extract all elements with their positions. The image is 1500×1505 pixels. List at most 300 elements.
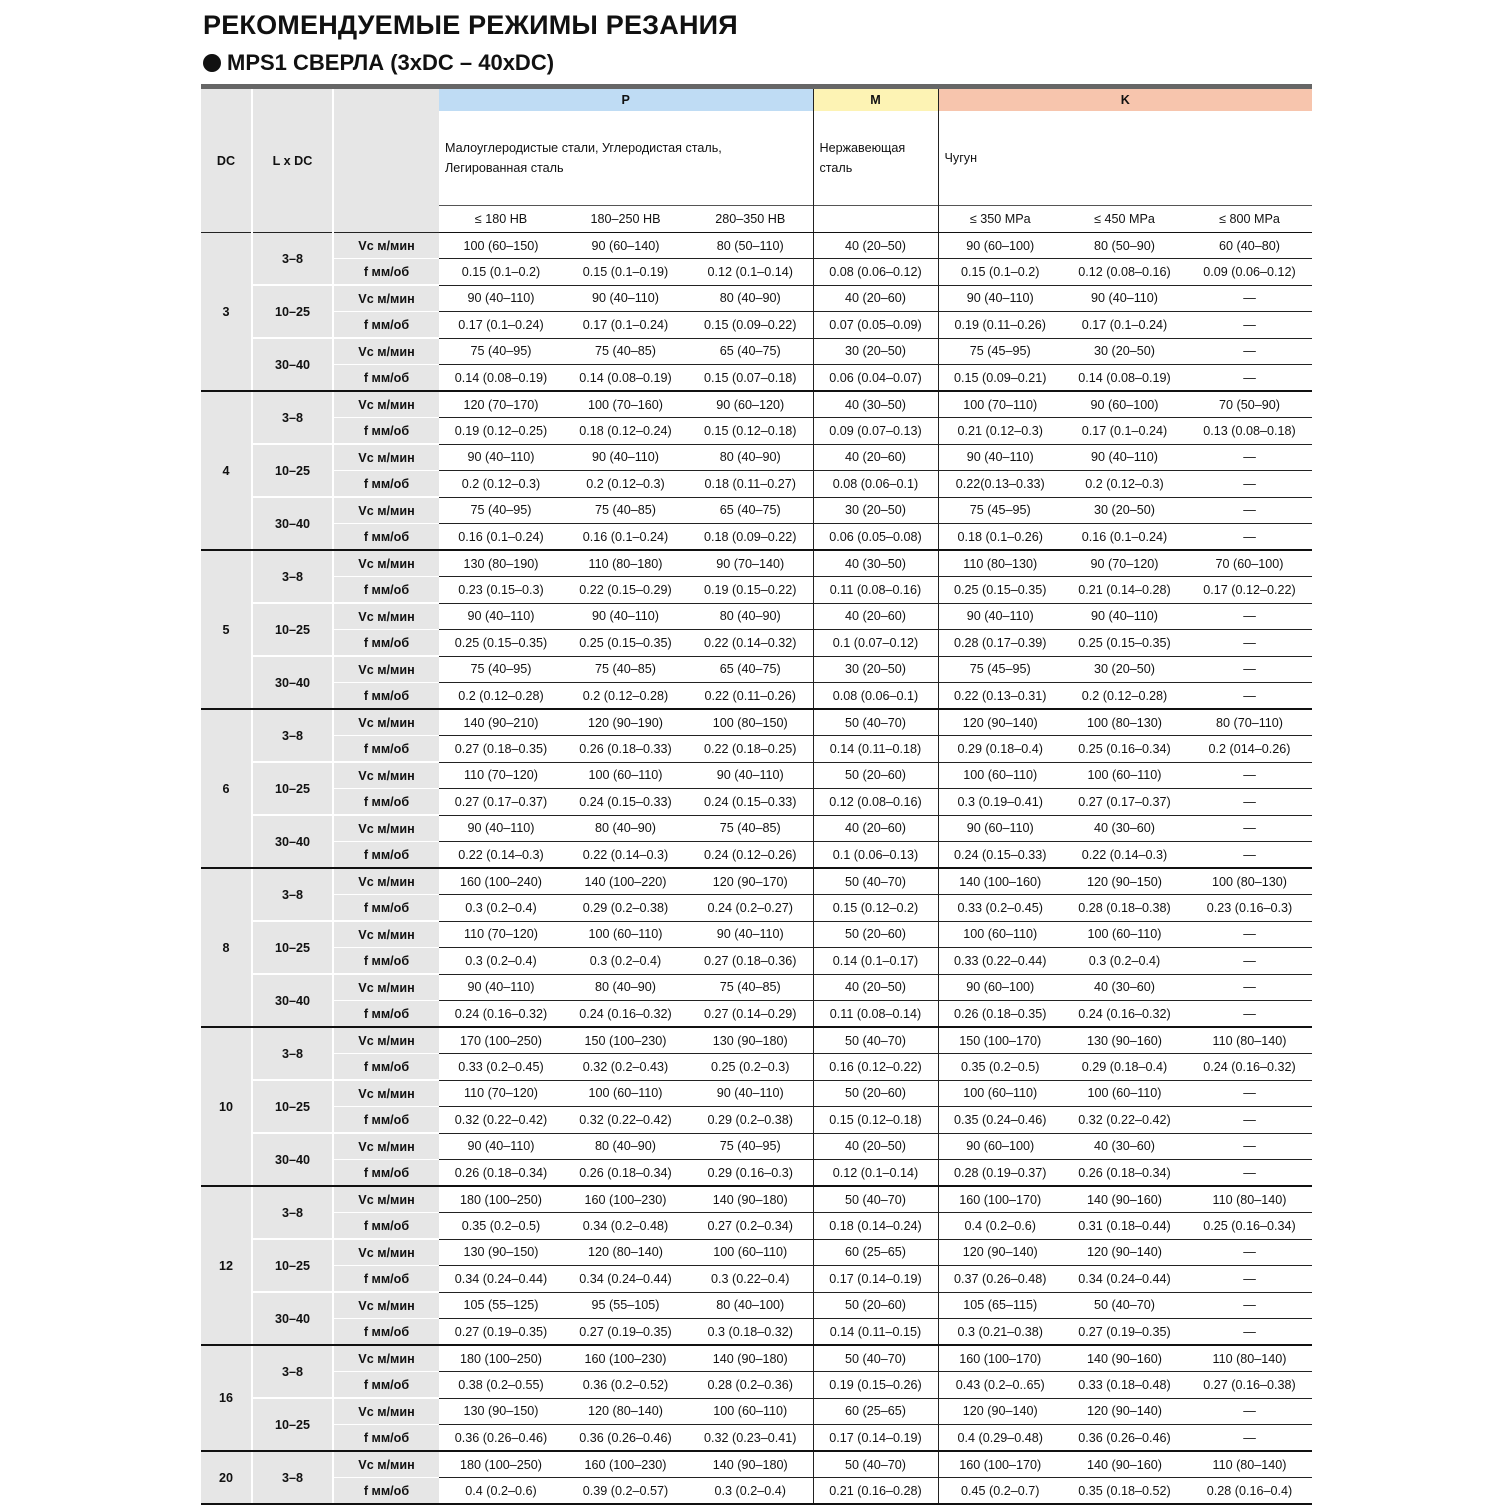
table-row <box>201 577 1312 604</box>
value-cell: 75 (45–95) <box>938 497 1062 524</box>
param-f-label: f мм/об <box>333 1372 439 1399</box>
param-vc-label: Vc м/мин <box>333 921 439 948</box>
value-cell: 100 (60–150) <box>439 233 563 259</box>
param-f-label: f мм/об <box>333 418 439 445</box>
value-cell: 0.3 (0.22–0.4) <box>688 1266 813 1293</box>
value-cell: 0.18 (0.11–0.27) <box>688 471 813 498</box>
hardness-p1: ≤ 180 HB <box>439 206 563 233</box>
value-cell: 90 (60–100) <box>938 233 1062 259</box>
value-cell: 50 (40–70) <box>813 1027 938 1054</box>
param-vc-label: Vc м/мин <box>333 709 439 736</box>
hardness-k3: ≤ 800 MPa <box>1187 206 1312 233</box>
lxdc-cell: 30–40 <box>252 1133 333 1186</box>
value-cell: 160 (100–170) <box>938 1186 1062 1213</box>
value-cell: — <box>1187 1133 1312 1160</box>
value-cell: 100 (80–150) <box>688 709 813 736</box>
value-cell: 50 (40–70) <box>813 1451 938 1478</box>
value-cell: 0.18 (0.12–0.24) <box>563 418 688 445</box>
lxdc-cell: 3–8 <box>252 709 333 762</box>
value-cell: — <box>1187 1107 1312 1134</box>
value-cell: 75 (40–85) <box>563 497 688 524</box>
value-cell: 75 (40–95) <box>439 338 563 365</box>
value-cell: — <box>1187 524 1312 551</box>
value-cell: 105 (65–115) <box>938 1292 1062 1319</box>
value-cell: 95 (55–105) <box>563 1292 688 1319</box>
value-cell: 90 (40–110) <box>938 603 1062 630</box>
value-cell: 80 (40–90) <box>688 603 813 630</box>
value-cell: 90 (60–100) <box>938 1133 1062 1160</box>
lxdc-cell: 10–25 <box>252 285 333 338</box>
table-row <box>201 762 1312 789</box>
value-cell: 0.31 (0.18–0.44) <box>1062 1213 1187 1240</box>
value-cell: 140 (90–180) <box>688 1345 813 1372</box>
value-cell: 0.28 (0.16–0.4) <box>1187 1478 1312 1505</box>
value-cell: 40 (30–60) <box>1062 815 1187 842</box>
value-cell: 90 (40–110) <box>439 815 563 842</box>
value-cell: 0.28 (0.17–0.39) <box>938 630 1062 657</box>
value-cell: 0.14 (0.11–0.18) <box>813 736 938 763</box>
value-cell: 0.12 (0.1–0.14) <box>688 259 813 286</box>
param-vc-label: Vc м/мин <box>333 868 439 895</box>
value-cell: 0.22 (0.14–0.3) <box>439 842 563 869</box>
value-cell: 0.36 (0.2–0.52) <box>563 1372 688 1399</box>
value-cell: 100 (60–110) <box>938 762 1062 789</box>
value-cell: 80 (50–90) <box>1062 233 1187 259</box>
table-body <box>201 233 1312 1505</box>
table-row <box>201 497 1312 524</box>
value-cell: — <box>1187 1292 1312 1319</box>
value-cell: 30 (20–50) <box>813 497 938 524</box>
lxdc-cell: 30–40 <box>252 497 333 550</box>
value-cell: 0.3 (0.18–0.32) <box>688 1319 813 1346</box>
table-row <box>201 736 1312 763</box>
value-cell: 0.32 (0.23–0.41) <box>688 1425 813 1452</box>
value-cell: — <box>1187 842 1312 869</box>
value-cell: 0.16 (0.1–0.24) <box>439 524 563 551</box>
value-cell: 180 (100–250) <box>439 1345 563 1372</box>
value-cell: 0.34 (0.24–0.44) <box>439 1266 563 1293</box>
value-cell: 75 (40–95) <box>439 497 563 524</box>
material-k: Чугун <box>938 111 1312 206</box>
value-cell: 0.08 (0.06–0.12) <box>813 259 938 286</box>
value-cell: 0.13 (0.08–0.18) <box>1187 418 1312 445</box>
param-vc-label: Vc м/мин <box>333 1186 439 1213</box>
table-row <box>201 1027 1312 1054</box>
value-cell: 110 (70–120) <box>439 762 563 789</box>
value-cell: 50 (40–70) <box>813 709 938 736</box>
param-vc-label: Vc м/мин <box>333 1398 439 1425</box>
material-m: Нержавеющая сталь <box>813 111 938 206</box>
table-row <box>201 1080 1312 1107</box>
value-cell: 0.24 (0.16–0.32) <box>439 1001 563 1028</box>
value-cell: 50 (40–70) <box>813 1345 938 1372</box>
value-cell: 90 (40–110) <box>439 603 563 630</box>
value-cell: 100 (60–110) <box>688 1398 813 1425</box>
value-cell: 0.16 (0.1–0.24) <box>563 524 688 551</box>
param-f-label: f мм/об <box>333 365 439 392</box>
value-cell: 0.27 (0.18–0.35) <box>439 736 563 763</box>
param-f-label: f мм/об <box>333 683 439 710</box>
value-cell: 140 (90–180) <box>688 1451 813 1478</box>
value-cell: 80 (40–90) <box>563 815 688 842</box>
value-cell: 0.15 (0.12–0.18) <box>688 418 813 445</box>
table-row <box>201 868 1312 895</box>
value-cell: 60 (40–80) <box>1187 233 1312 259</box>
value-cell: 90 (40–110) <box>1062 285 1187 312</box>
table-row <box>201 233 1312 259</box>
value-cell: — <box>1187 603 1312 630</box>
table-row <box>201 921 1312 948</box>
value-cell: 0.24 (0.12–0.26) <box>688 842 813 869</box>
value-cell: 0.37 (0.26–0.48) <box>938 1266 1062 1293</box>
table-row <box>201 895 1312 922</box>
value-cell: 50 (20–60) <box>813 762 938 789</box>
value-cell: 0.14 (0.11–0.15) <box>813 1319 938 1346</box>
value-cell: 0.32 (0.22–0.42) <box>439 1107 563 1134</box>
group-p-band: P <box>439 89 813 111</box>
value-cell: 0.33 (0.22–0.44) <box>938 948 1062 975</box>
value-cell: 100 (60–110) <box>1062 1080 1187 1107</box>
value-cell: 120 (90–140) <box>938 709 1062 736</box>
value-cell: 100 (60–110) <box>563 762 688 789</box>
value-cell: — <box>1187 312 1312 339</box>
page-subtitle <box>203 50 554 76</box>
value-cell: 0.06 (0.04–0.07) <box>813 365 938 392</box>
value-cell: 30 (20–50) <box>813 656 938 683</box>
value-cell: 0.4 (0.29–0.48) <box>938 1425 1062 1452</box>
value-cell: 150 (100–230) <box>563 1027 688 1054</box>
param-f-label: f мм/об <box>333 1160 439 1187</box>
value-cell: — <box>1187 1080 1312 1107</box>
param-vc-label: Vc м/мин <box>333 1345 439 1372</box>
value-cell: 65 (40–75) <box>688 656 813 683</box>
value-cell: 0.33 (0.18–0.48) <box>1062 1372 1187 1399</box>
value-cell: 0.3 (0.2–0.4) <box>439 948 563 975</box>
value-cell: 140 (90–160) <box>1062 1345 1187 1372</box>
value-cell: 0.29 (0.16–0.3) <box>688 1160 813 1187</box>
value-cell: 75 (40–85) <box>563 656 688 683</box>
value-cell: 0.23 (0.16–0.3) <box>1187 895 1312 922</box>
value-cell: 0.17 (0.12–0.22) <box>1187 577 1312 604</box>
group-m-band: M <box>813 89 938 111</box>
param-vc-label: Vc м/мин <box>333 338 439 365</box>
value-cell: 0.12 (0.08–0.16) <box>1062 259 1187 286</box>
table-row <box>201 365 1312 392</box>
dc-cell: 12 <box>201 1186 252 1345</box>
param-vc-label: Vc м/мин <box>333 1451 439 1478</box>
hardness-p2: 180–250 HB <box>563 206 688 233</box>
value-cell: 0.2 (0.12–0.28) <box>1062 683 1187 710</box>
value-cell: 90 (60–100) <box>1062 391 1187 418</box>
value-cell: 0.08 (0.06–0.1) <box>813 683 938 710</box>
param-f-label: f мм/об <box>333 1213 439 1240</box>
value-cell: 0.33 (0.2–0.45) <box>938 895 1062 922</box>
header-dc: DC <box>201 89 252 233</box>
value-cell: 0.34 (0.24–0.44) <box>563 1266 688 1293</box>
param-f-label: f мм/об <box>333 312 439 339</box>
value-cell: — <box>1187 683 1312 710</box>
cutting-data-table <box>201 89 1312 1505</box>
value-cell: — <box>1187 656 1312 683</box>
subtitle-text: MPS1 СВЕРЛА (3xDC – 40xDC) <box>227 50 555 75</box>
value-cell: 0.26 (0.18–0.34) <box>563 1160 688 1187</box>
value-cell: 70 (50–90) <box>1187 391 1312 418</box>
table-row <box>201 259 1312 286</box>
table-row <box>201 1345 1312 1372</box>
value-cell: 0.14 (0.08–0.19) <box>1062 365 1187 392</box>
table-row <box>201 1398 1312 1425</box>
param-f-label: f мм/об <box>333 842 439 869</box>
dc-cell: 5 <box>201 550 252 709</box>
value-cell: 90 (40–110) <box>1062 444 1187 471</box>
lxdc-cell: 3–8 <box>252 868 333 921</box>
value-cell: 0.21 (0.12–0.3) <box>938 418 1062 445</box>
value-cell: 0.15 (0.1–0.19) <box>563 259 688 286</box>
param-vc-label: Vc м/мин <box>333 974 439 1001</box>
table-row <box>201 524 1312 551</box>
value-cell: 0.22 (0.15–0.29) <box>563 577 688 604</box>
value-cell: 130 (80–190) <box>439 550 563 577</box>
param-f-label: f мм/об <box>333 524 439 551</box>
hardness-m <box>813 206 938 233</box>
value-cell: 0.2 (0.12–0.3) <box>1062 471 1187 498</box>
value-cell: — <box>1187 630 1312 657</box>
value-cell: 0.1 (0.07–0.12) <box>813 630 938 657</box>
value-cell: 0.27 (0.19–0.35) <box>439 1319 563 1346</box>
value-cell: 0.3 (0.21–0.38) <box>938 1319 1062 1346</box>
dc-cell: 10 <box>201 1027 252 1186</box>
table-row <box>201 1186 1312 1213</box>
value-cell: 0.27 (0.17–0.37) <box>439 789 563 816</box>
lxdc-cell: 30–40 <box>252 815 333 868</box>
value-cell: 0.27 (0.16–0.38) <box>1187 1372 1312 1399</box>
value-cell: 0.17 (0.1–0.24) <box>439 312 563 339</box>
table-row <box>201 948 1312 975</box>
value-cell: 0.15 (0.12–0.18) <box>813 1107 938 1134</box>
value-cell: 170 (100–250) <box>439 1027 563 1054</box>
dc-cell: 8 <box>201 868 252 1027</box>
value-cell: 0.3 (0.19–0.41) <box>938 789 1062 816</box>
table-row <box>201 312 1312 339</box>
value-cell: 75 (40–95) <box>688 1133 813 1160</box>
value-cell: 90 (70–120) <box>1062 550 1187 577</box>
table-row <box>201 815 1312 842</box>
value-cell: 0.36 (0.26–0.46) <box>1062 1425 1187 1452</box>
value-cell: 100 (80–130) <box>1187 868 1312 895</box>
header-param <box>333 89 439 233</box>
table-row <box>201 444 1312 471</box>
param-f-label: f мм/об <box>333 259 439 286</box>
value-cell: 100 (60–110) <box>938 1080 1062 1107</box>
param-f-label: f мм/об <box>333 789 439 816</box>
value-cell: — <box>1187 444 1312 471</box>
value-cell: — <box>1187 789 1312 816</box>
value-cell: 0.15 (0.1–0.2) <box>938 259 1062 286</box>
lxdc-cell: 3–8 <box>252 1186 333 1239</box>
lxdc-cell: 10–25 <box>252 921 333 974</box>
value-cell: 110 (80–140) <box>1187 1027 1312 1054</box>
value-cell: 75 (45–95) <box>938 656 1062 683</box>
value-cell: 90 (60–100) <box>938 974 1062 1001</box>
value-cell: 0.22 (0.14–0.3) <box>1062 842 1187 869</box>
value-cell: 0.36 (0.26–0.46) <box>563 1425 688 1452</box>
value-cell: 0.14 (0.08–0.19) <box>439 365 563 392</box>
value-cell: 0.17 (0.14–0.19) <box>813 1266 938 1293</box>
value-cell: 90 (40–110) <box>439 285 563 312</box>
value-cell: 90 (60–140) <box>563 233 688 259</box>
value-cell: 0.19 (0.15–0.26) <box>813 1372 938 1399</box>
table-row <box>201 1160 1312 1187</box>
value-cell: 0.26 (0.18–0.35) <box>938 1001 1062 1028</box>
value-cell: 0.27 (0.2–0.34) <box>688 1213 813 1240</box>
value-cell: 160 (100–170) <box>938 1451 1062 1478</box>
value-cell: 75 (40–85) <box>563 338 688 365</box>
value-cell: 70 (60–100) <box>1187 550 1312 577</box>
param-vc-label: Vc м/мин <box>333 656 439 683</box>
value-cell: 0.18 (0.14–0.24) <box>813 1213 938 1240</box>
value-cell: 140 (90–180) <box>688 1186 813 1213</box>
value-cell: 140 (100–220) <box>563 868 688 895</box>
value-cell: 120 (90–150) <box>1062 868 1187 895</box>
value-cell: 100 (60–110) <box>563 1080 688 1107</box>
value-cell: 75 (40–95) <box>439 656 563 683</box>
value-cell: 0.11 (0.08–0.16) <box>813 577 938 604</box>
value-cell: 180 (100–250) <box>439 1451 563 1478</box>
value-cell: 0.07 (0.05–0.09) <box>813 312 938 339</box>
value-cell: 40 (30–60) <box>1062 974 1187 1001</box>
value-cell: 90 (40–110) <box>688 762 813 789</box>
value-cell: 0.09 (0.06–0.12) <box>1187 259 1312 286</box>
value-cell: 75 (45–95) <box>938 338 1062 365</box>
value-cell: 40 (20–60) <box>813 603 938 630</box>
param-vc-label: Vc м/мин <box>333 1027 439 1054</box>
value-cell: 0.32 (0.2–0.43) <box>563 1054 688 1081</box>
value-cell: — <box>1187 1266 1312 1293</box>
value-cell: 0.32 (0.22–0.42) <box>1062 1107 1187 1134</box>
lxdc-cell: 10–25 <box>252 603 333 656</box>
value-cell: 90 (40–110) <box>563 444 688 471</box>
param-vc-label: Vc м/мин <box>333 285 439 312</box>
value-cell: 160 (100–170) <box>938 1345 1062 1372</box>
value-cell: 30 (20–50) <box>1062 497 1187 524</box>
value-cell: 120 (70–170) <box>439 391 563 418</box>
table-row <box>201 1133 1312 1160</box>
value-cell: 140 (90–160) <box>1062 1186 1187 1213</box>
hardness-p3: 280–350 HB <box>688 206 813 233</box>
dc-cell: 16 <box>201 1345 252 1451</box>
value-cell: 50 (20–60) <box>813 1292 938 1319</box>
value-cell: 80 (40–90) <box>688 285 813 312</box>
value-cell: 0.29 (0.18–0.4) <box>938 736 1062 763</box>
value-cell: 0.1 (0.06–0.13) <box>813 842 938 869</box>
value-cell: 100 (60–110) <box>938 921 1062 948</box>
value-cell: 50 (20–60) <box>813 921 938 948</box>
value-cell: 90 (70–140) <box>688 550 813 577</box>
value-cell: — <box>1187 815 1312 842</box>
value-cell: 0.35 (0.18–0.52) <box>1062 1478 1187 1505</box>
value-cell: 75 (40–85) <box>688 815 813 842</box>
value-cell: — <box>1187 1160 1312 1187</box>
table-row <box>201 1319 1312 1346</box>
value-cell: 50 (40–70) <box>813 1186 938 1213</box>
param-vc-label: Vc м/мин <box>333 815 439 842</box>
value-cell: 65 (40–75) <box>688 497 813 524</box>
table-row <box>201 656 1312 683</box>
value-cell: 40 (30–50) <box>813 391 938 418</box>
value-cell: 0.34 (0.2–0.48) <box>563 1213 688 1240</box>
value-cell: 0.4 (0.2–0.6) <box>938 1213 1062 1240</box>
value-cell: 0.25 (0.16–0.34) <box>1187 1213 1312 1240</box>
table-row <box>201 1266 1312 1293</box>
value-cell: 0.27 (0.14–0.29) <box>688 1001 813 1028</box>
value-cell: 130 (90–150) <box>439 1398 563 1425</box>
value-cell: 0.22 (0.14–0.3) <box>563 842 688 869</box>
dc-cell: 4 <box>201 391 252 550</box>
value-cell: 0.27 (0.18–0.36) <box>688 948 813 975</box>
value-cell: 0.25 (0.16–0.34) <box>1062 736 1187 763</box>
value-cell: 80 (40–90) <box>688 444 813 471</box>
param-f-label: f мм/об <box>333 1054 439 1081</box>
value-cell: 0.27 (0.19–0.35) <box>1062 1319 1187 1346</box>
value-cell: 0.15 (0.1–0.2) <box>439 259 563 286</box>
param-vc-label: Vc м/мин <box>333 233 439 259</box>
lxdc-cell: 30–40 <box>252 656 333 709</box>
param-f-label: f мм/об <box>333 1001 439 1028</box>
value-cell: 40 (20–60) <box>813 285 938 312</box>
value-cell: 0.22(0.13–0.33) <box>938 471 1062 498</box>
table-row <box>201 391 1312 418</box>
dc-cell: 6 <box>201 709 252 868</box>
value-cell: 120 (80–140) <box>563 1398 688 1425</box>
table-row <box>201 974 1312 1001</box>
value-cell: 90 (40–110) <box>563 285 688 312</box>
bullet-icon <box>203 54 221 72</box>
table-row <box>201 842 1312 869</box>
value-cell: 0.2 (0.12–0.28) <box>439 683 563 710</box>
value-cell: 0.17 (0.1–0.24) <box>563 312 688 339</box>
value-cell: 130 (90–160) <box>1062 1027 1187 1054</box>
table-row <box>201 285 1312 312</box>
table-row <box>201 1001 1312 1028</box>
value-cell: 0.26 (0.18–0.34) <box>1062 1160 1187 1187</box>
value-cell: 65 (40–75) <box>688 338 813 365</box>
dc-cell: 3 <box>201 233 252 392</box>
value-cell: 0.24 (0.16–0.32) <box>1187 1054 1312 1081</box>
value-cell: 140 (90–160) <box>1062 1451 1187 1478</box>
value-cell: 0.3 (0.2–0.4) <box>1062 948 1187 975</box>
lxdc-cell: 3–8 <box>252 1451 333 1504</box>
value-cell: 0.28 (0.19–0.37) <box>938 1160 1062 1187</box>
dc-cell: 20 <box>201 1451 252 1504</box>
param-vc-label: Vc м/мин <box>333 1239 439 1266</box>
page-title: РЕКОМЕНДУЕМЫЕ РЕЖИМЫ РЕЗАНИЯ <box>203 10 738 40</box>
group-k-band: K <box>938 89 1312 111</box>
param-f-label: f мм/об <box>333 895 439 922</box>
value-cell: 0.35 (0.2–0.5) <box>938 1054 1062 1081</box>
param-vc-label: Vc м/мин <box>333 1080 439 1107</box>
value-cell: — <box>1187 1319 1312 1346</box>
value-cell: 0.4 (0.2–0.6) <box>439 1478 563 1505</box>
param-vc-label: Vc м/мин <box>333 603 439 630</box>
value-cell: 0.24 (0.16–0.32) <box>1062 1001 1187 1028</box>
value-cell: 0.29 (0.18–0.4) <box>1062 1054 1187 1081</box>
value-cell: — <box>1187 1239 1312 1266</box>
value-cell: 0.24 (0.15–0.33) <box>563 789 688 816</box>
table-row <box>201 338 1312 365</box>
value-cell: — <box>1187 948 1312 975</box>
value-cell: 160 (100–230) <box>563 1186 688 1213</box>
value-cell: 0.23 (0.15–0.3) <box>439 577 563 604</box>
